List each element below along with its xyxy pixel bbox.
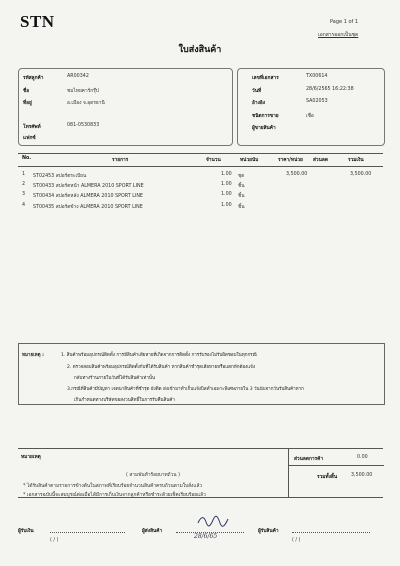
row-no: 1 [22,172,26,177]
customer-fax-label: แฟกซ์ [23,136,36,141]
table-row [18,192,383,202]
row-no: 4 [22,203,26,208]
remarks-box [18,343,385,405]
footer-note-label: หมายเหตุ [21,455,41,460]
summary-box [288,449,384,497]
company-logo: STN [20,12,55,31]
row-qty: 1.00 [221,172,232,177]
remark-line: 2. ตรวจสอบสินค้าพร้อมอุปกรณ์ติดตั้งกับที่ได้รับสินค้า หากสินค้าชำรุดเสียหายหรือแตกหักต้องแจ้ง [67,365,256,370]
document-copy-label: เอกสารออกเป็นชุด [318,32,359,38]
buyer-signature-line [292,532,370,533]
col-header-price: ราคา/หน่วย [278,158,303,163]
totals-section [18,448,383,498]
receiver-label: ผู้รับเงิน [18,529,34,534]
customer-address: อ.เมือง จ.อุดรธานี [67,101,105,106]
document-info-box [237,68,385,146]
customer-address-label: ที่อยู่ [23,101,32,106]
remark-line: 3.กรณีที่สินค้ามีปัญหา เจตนาสินค้าที่ชำรุด ยังติด ส่งเข้ามาทำเก็บแจ้งบิลทำเฉพาะพิเศษภายใน 3 วันนับจากวันรับสินค้าหาก [67,387,304,392]
customer-info-box [18,68,233,146]
row-unit: ชิ้น [238,205,245,210]
document-title: ใบส่งสินค้า [178,45,222,55]
row-unit: ชุด [238,174,245,179]
grand-total-label: รวมทั้งสิ้น [317,475,338,480]
row-qty: 1.00 [221,182,232,187]
sender-label: ผู้ส่งสินค้า [142,529,163,534]
customer-phone: 081-0530833 [67,123,100,128]
sender-signature-icon [196,514,230,530]
customer-code: AR00342 [67,74,89,79]
salesperson-label: ผู้ขายสินค้า [252,126,276,131]
col-header-discount: ส่วนลด [313,158,328,163]
buyer-label: ผู้รับสินค้า [258,529,279,534]
sale-type: เชื่อ [306,114,314,119]
sale-type-label: ชนิดการขาย [252,114,279,119]
receiver-signature-line [50,532,125,533]
doc-number: TX00614 [306,74,328,79]
receiver-date: ( / ) [50,538,59,543]
row-item: ST00434 สปอร์ตหลัง ALMERA 2010 SPORT LINE [33,194,143,199]
remarks-label: หมายเหตุ : [22,353,44,358]
grand-total-value: 3,500.00 [351,473,373,478]
row-no: 3 [22,192,26,197]
row-unit: ชิ้น [238,184,245,189]
col-header-no: No. [22,156,32,161]
col-header-unit: หน่วยนับ [240,158,259,163]
remark-line: กลับทางร้านภายในวันที่ได้รับสินค้าเท่านั้น [74,376,156,381]
remark-line: เกินกำหนดทางบริษัทขอสงวนสิทธิ์ในการรับคืนสินค้า [74,398,175,403]
table-top-rule [18,153,383,154]
table-row [18,203,383,213]
row-item: ST00433 สปอร์ตหน้า ALMERA 2010 SPORT LINE [33,184,144,189]
row-qty: 1.00 [221,192,232,197]
table-header-rule [18,166,383,167]
buyer-date: ( / ) [292,538,301,543]
trade-discount-label: ส่วนลดการค้า [294,457,324,462]
footer-note: * เอกสารฉบับนี้จะสมบูรณ์ต่อเมื่อได้มีการเก็บเงินจากลูกค้าหรือชำระด้วยเช็คเรียบร้อยแล้ว [23,493,206,498]
customer-phone-label: โทรศัพท์ [23,125,41,130]
doc-reference-label: อ้างอิง [252,101,266,106]
customer-code-label: รหัสลูกค้า [23,76,44,81]
amount-in-words: ( สามพันห้าร้อยบาทถ้วน ) [126,473,180,478]
customer-name-label: ชื่อ [23,89,30,94]
row-item: ST02453 สปอร์ตระเบียน [33,174,87,179]
row-qty: 1.00 [221,203,232,208]
table-row [18,172,383,182]
col-header-qty: จำนวน [206,158,221,163]
remark-line: 1. สินค้าพร้อมอุปกรณ์ติดตั้ง การมีสินค้าเสียหายที่เกิดจากการติดตั้ง การรับรองไม่รับผิดชอบในทุกกรณี [61,353,257,358]
col-header-item: รายการ [112,158,129,163]
sender-handwritten-date: 28/6/65 [194,533,218,540]
row-unit: ชิ้น [238,194,245,199]
page-indicator: Page 1 of 1 [330,19,359,25]
doc-date-label: วันที่ [252,89,262,94]
table-row [18,182,383,192]
trade-discount-value: 0.00 [357,455,368,460]
row-price: 3,500.00 [286,172,308,177]
summary-divider [289,465,384,466]
row-total: 3,500.00 [350,172,372,177]
customer-name: ชมไทยคาร์กรุ๊ป [67,89,99,94]
row-item: ST00435 สปอร์ตข้าง ALMERA 2010 SPORT LINE [33,205,143,210]
doc-date: 28/6/2565 16:22:38 [306,87,354,92]
col-header-total: รวมเงิน [348,158,364,163]
doc-number-label: เลขที่เอกสาร [252,76,279,81]
footer-note: * ได้รับสินค้าตามรายการข้างต้นในสภาพที่เรียบร้อยจำนวนสินค้าครบถ้วนตามใบสั่งแล้ว [23,484,203,489]
doc-reference: SA02053 [306,99,328,104]
row-no: 2 [22,182,26,187]
